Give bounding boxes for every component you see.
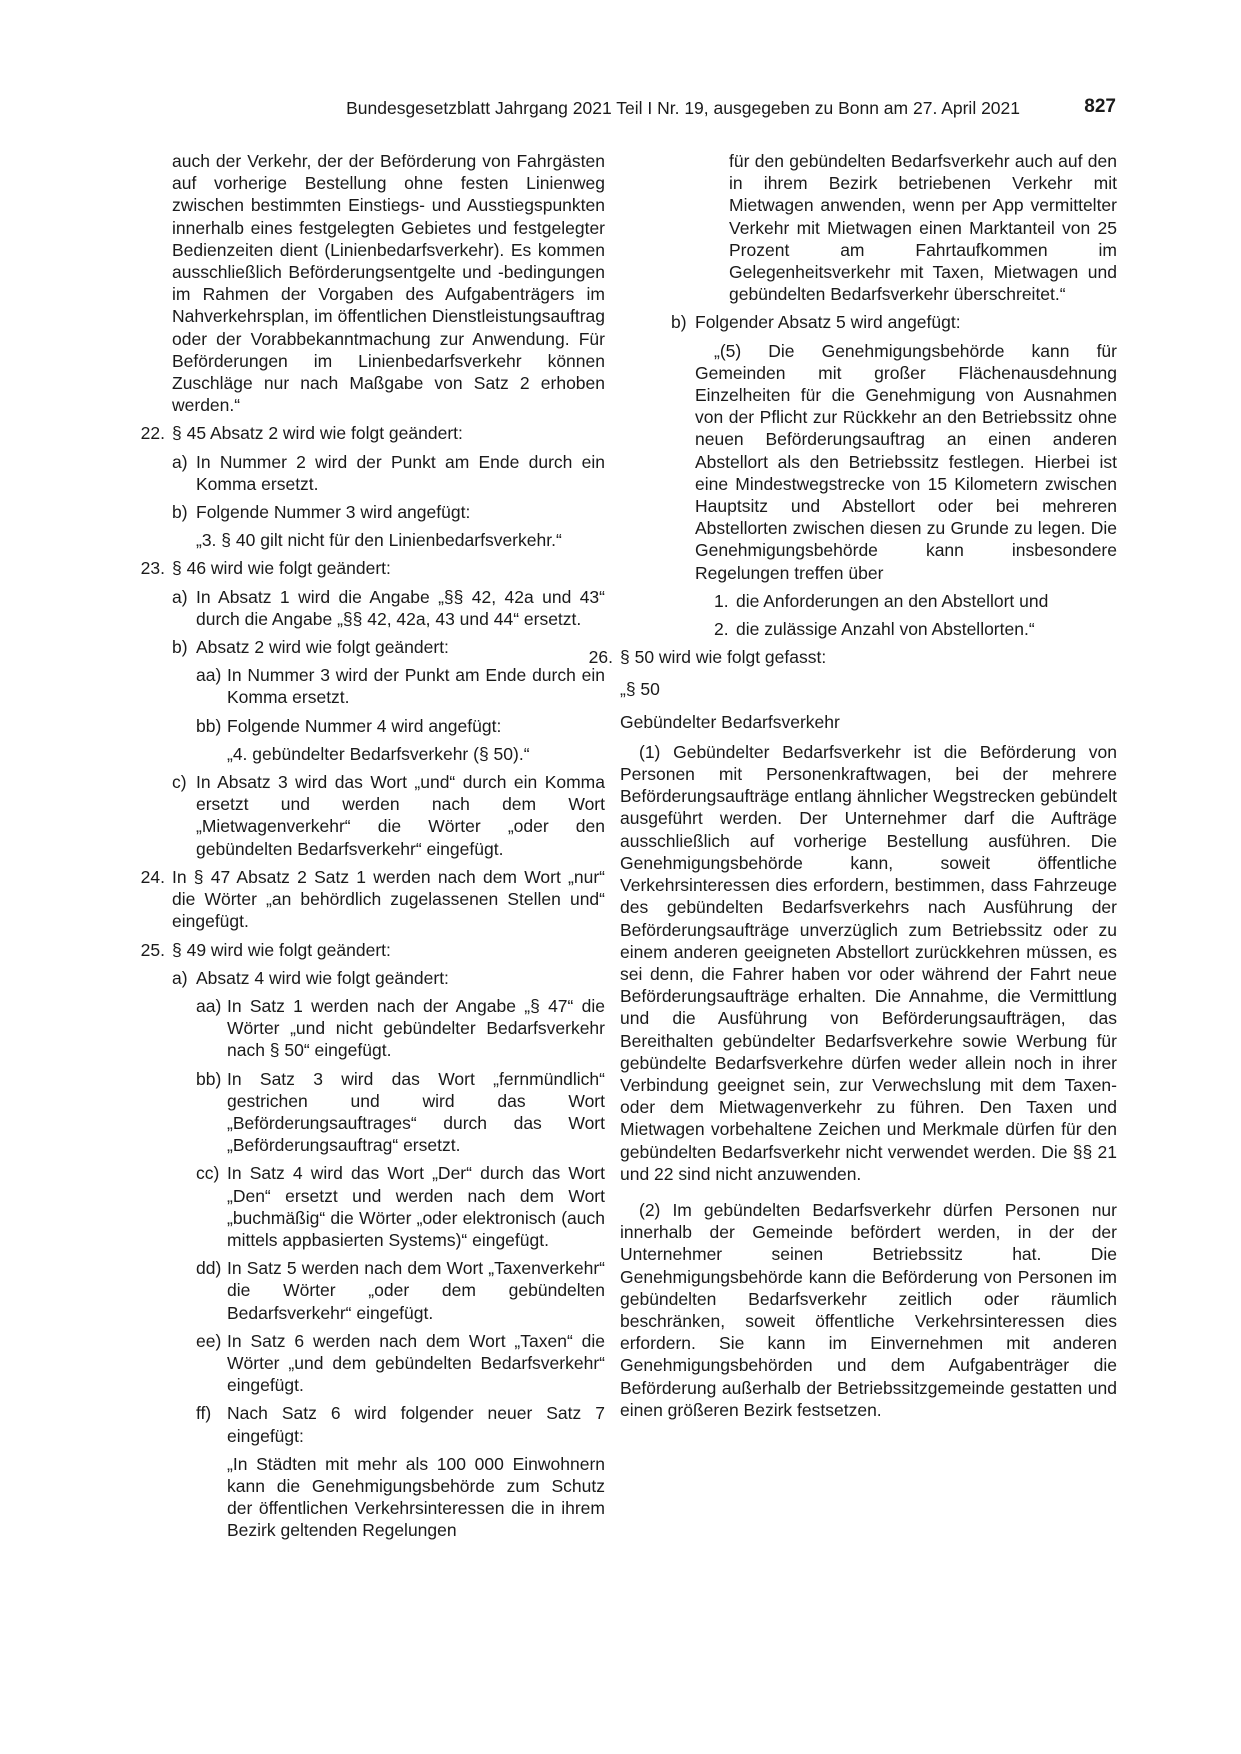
subsubitem-label: dd) — [196, 1258, 222, 1279]
subitem-letter: b) — [172, 502, 188, 523]
enum-item-1 — [714, 590, 1117, 612]
enum-text: die Anforderungen an den Abstellort und — [736, 590, 1049, 611]
left-column — [120, 150, 605, 1542]
section-heading: Gebündelter Bedarfsverkehr — [620, 711, 840, 732]
item-22 — [120, 422, 605, 551]
item-text: In § 47 Absatz 2 Satz 1 werden nach dem Wort „nur“ die Wörter „an behördlich zugelassenen Stellen und“ eingefügt. — [172, 866, 605, 932]
item-number: 26. — [588, 647, 613, 668]
subsubitem-dd — [196, 1257, 605, 1324]
subsubitem-text: Folgende Nummer 4 wird angefügt: — [227, 715, 502, 736]
subitem-a — [172, 586, 605, 630]
quoted-text-continued: für den gebündelten Bedarfsverkehr auch auf den in ihrem Bezirk betriebenen Verkehr mit Mietwagen anwenden, wenn per App vermittelter Verkehr mit Mietwagen einen Marktanteil von 25 Prozent am Fahrtaufkommen im Gelegenheitsverkehr mit Taxen, Mietwagen und gebündelten Bedarfsverkehr überschreitet.“ — [729, 151, 1117, 305]
item-25-subitem-b — [671, 311, 1117, 640]
subsubitem-text: In Satz 4 wird das Wort „Der“ durch das Wort „Den“ ersetzt und werden nach dem Wort „buchmäßig“ die Wörter „oder elektronisch (auch mittels appbasierten Systems)“ eingefügt. — [227, 1163, 605, 1250]
subsubitem-text: In Satz 1 werden nach der Angabe „§ 47“ die Wörter „und nicht gebündelter Bedarfsverkehr nach § 50“ eingefügt. — [227, 995, 605, 1061]
subsubitem-aa — [196, 995, 605, 1062]
quoted-text: „In Städten mit mehr als 100 000 Einwohnern kann die Genehmigungsbehörde zum Schutz der öffentlichen Verkehrsinteressen die in ihrem Bezirk geltenden Regelungen — [227, 1453, 605, 1541]
subitem-text: In Nummer 2 wird der Punkt am Ende durch ein Komma ersetzt. — [196, 451, 605, 494]
enum-text: die zulässige Anzahl von Abstellorten.“ — [736, 619, 1035, 640]
enum-item-2 — [714, 618, 1117, 640]
subitem-text: Folgender Absatz 5 wird angefügt: — [695, 312, 961, 333]
subitem-a — [172, 967, 605, 1542]
subitem-text: In Absatz 1 wird die Angabe „§§ 42, 42a und 43“ durch die Angabe „§§ 42, 42a, 43 und 44“ ersetzt. — [196, 586, 605, 629]
subsubitem-ee — [196, 1330, 605, 1397]
subsubitem-label: ff) — [196, 1403, 212, 1424]
subsubitem-text: In Satz 5 werden nach dem Wort „Taxenverkehr“ die Wörter „oder dem gebündelten Bedarfsverkehr“ eingefügt. — [227, 1258, 605, 1323]
subitem-letter: b) — [671, 312, 687, 333]
page-header — [172, 98, 1116, 124]
subsubitem-label: aa) — [196, 665, 222, 686]
subitem-b — [172, 636, 605, 765]
quoted-text: „(5) Die Genehmigungsbehörde kann für Gemeinden mit großer Flächenausdehnung Einzelheiten für die Genehmigung von Ausnahmen von der Pflicht zur Rückkehr an den Betriebssitz ohne neuen Beförderungsauftrag an einen anderen Abstellort als den Betriebssitz festlegen. Hierbei ist eine Mindestwegstrecke von 15 Kilometern zwischen Hauptsitz und Abstellort oder bei mehreren Abstellorten zwischen diesen zu Grunde zu legen. Die Genehmigungsbehörde kann insbesondere Regelungen treffen über — [695, 340, 1117, 583]
item-text: § 46 wird wie folgt geändert: — [172, 558, 391, 579]
subitem-letter: a) — [172, 586, 188, 607]
continued-paragraph: auch der Verkehr, der der Beförderung von Fahrgästen auf vorherige Bestellung ohne festen Linienweg zwischen bestimmten Einstiegs- und Ausstiegspunkten innerhalb eines festgelegten Gebietes und festgelegter Bedienzeiten dient (Linienbedarfsverkehr). Es kommen ausschließlich Beförderungsentgelte und -bedingungen im Rahmen der Vorgaben des Aufgabenträgers im Nahverkehrsplan, im öffentlichen Dienstleistungsauftrag oder der Vorabbekanntmachung zur Anwendung. Für Beförderungen im Linienbedarfsverkehr können Zuschläge nur nach Maßgabe von Satz 2 erhoben werden.“ — [172, 151, 605, 416]
subitem-text: Folgende Nummer 3 wird angefügt: — [196, 502, 471, 523]
subsubitem-text: Nach Satz 6 wird folgender neuer Satz 7 eingefügt: — [227, 1403, 605, 1446]
subsubitem-label: cc) — [196, 1163, 220, 1184]
subsubitem-text: In Nummer 3 wird der Punkt am Ende durch ein Komma ersetzt. — [227, 665, 605, 708]
item-number: 22. — [140, 423, 165, 444]
subitem-c — [172, 771, 605, 860]
subsubitem-cc — [196, 1162, 605, 1251]
subsubitem-label: aa) — [196, 995, 222, 1016]
item-number: 25. — [140, 939, 165, 960]
item-23 — [120, 557, 605, 859]
subitem-text: In Absatz 3 wird das Wort „und“ durch ein Komma ersetzt und werden nach dem Wort „Mietwagenverkehr“ die Wörter „oder den gebündelten Bedarfsverkehr“ eingefügt. — [196, 772, 605, 859]
subitem-a — [172, 451, 605, 495]
subitem-letter: a) — [172, 967, 188, 988]
subitem-letter: b) — [172, 637, 188, 658]
subsubitem-bb — [196, 715, 605, 765]
subsubitem-label: bb) — [196, 1068, 222, 1089]
paragraph-1: (1) Gebündelter Bedarfsverkehr ist die Beförderung von Personen mit Personenkraftwagen, bei der mehrere Beförderungsaufträge entlang ähnlicher Wegstrecken gebündelt ausgeführt werden. Der Unternehmer darf die Aufträge ausschließlich auf vorherige Bestellung ausführen. Die Genehmigungsbehörde kann, soweit öffentliche Verkehrsinteressen dies erfordern, bestimmen, dass Fahrzeuge des gebündelten Bedarfsverkehrs nach Ausführung der Beförderungsaufträge unverzüglich zum Betriebssitz oder zu einem anderen geeigneten Abstellort zurückkehren müssen, es sei denn, die Fahrer haben vor oder während der Fahrt neue Beförderungsaufträge erhalten. Die Annahme, die Vermittlung und die Ausführung von Beförderungsaufträgen, das Bereithalten gebündelter Bedarfsverkehre sowie Werbung für gebündelte Bedarfsverkehre dürfen weder allein noch in ihrer Verbindung geeignet sein, zur Verwechslung mit dem Taxen- oder dem Mietwagenverkehr zu führen. Den Taxen und Mietwagen vorbehaltene Zeichen und Merkmale dürfen für den gebündelten Bedarfsverkehr nicht verwendet werden. Die §§ 21 und 22 sind nicht anzuwenden. — [620, 741, 1117, 1184]
item-number: 23. — [140, 558, 165, 579]
item-24 — [120, 866, 605, 933]
subsubitem-label: ee) — [196, 1330, 222, 1351]
subsubitem-label: bb) — [196, 715, 222, 736]
subsubitem-bb — [196, 1068, 605, 1157]
subsubitem-ff — [196, 1402, 605, 1541]
subitem-text: Absatz 4 wird wie folgt geändert: — [196, 967, 449, 988]
subitem-letter: a) — [172, 451, 188, 472]
item-text: § 45 Absatz 2 wird wie folgt geändert: — [172, 423, 463, 444]
subitem-text: Absatz 2 wird wie folgt geändert: — [196, 637, 449, 658]
paragraph-2: (2) Im gebündelten Bedarfsverkehr dürfen Personen nur innerhalb der Gemeinde befördert werden, in der der Unternehmer seinen Betriebssitz hat. Die Genehmigungsbehörde kann die Beförderung von Personen im gebündelten Bedarfsverkehr zeitlich oder räumlich beschränken, soweit öffentliche Verkehrsinteressen dies erfordern. Sie kann im Einvernehmen mit anderen Genehmigungsbehörden und dem Aufgabenträger die Beförderung außerhalb der Betriebssitzgemeinde gestatten und einen größeren Bezirk festsetzen. — [620, 1199, 1117, 1420]
enum-number: 2. — [714, 619, 729, 640]
quoted-text: „4. gebündelter Bedarfsverkehr (§ 50).“ — [227, 743, 530, 764]
quoted-text: „3. § 40 gilt nicht für den Linienbedarfsverkehr.“ — [196, 530, 562, 551]
page-number: 827 — [1084, 96, 1116, 117]
subitem-b — [172, 501, 605, 551]
item-text: § 49 wird wie folgt geändert: — [172, 939, 391, 960]
gazette-title: Bundesgesetzblatt Jahrgang 2021 Teil I Nr. 19, ausgegeben zu Bonn am 27. April 2021 — [346, 98, 1020, 118]
item-26 — [568, 646, 1117, 1421]
section-number: „§ 50 — [620, 679, 660, 700]
item-text: § 50 wird wie folgt gefasst: — [620, 647, 827, 668]
subsubitem-text: In Satz 6 werden nach dem Wort „Taxen“ die Wörter „und dem gebündelten Bedarfsverkehr“ eingefügt. — [227, 1330, 605, 1396]
subitem-letter: c) — [172, 772, 187, 793]
item-number: 24. — [140, 866, 165, 887]
right-column — [588, 150, 1117, 1421]
subsubitem-text: In Satz 3 wird das Wort „fernmündlich“ gestrichen und wird das Wort „Beförderungsauftrages“ durch das Wort „Beförderungsauftrag“ ersetzt. — [227, 1068, 605, 1156]
item-25 — [120, 939, 605, 1542]
enum-number: 1. — [714, 590, 729, 611]
subsubitem-aa — [196, 664, 605, 708]
